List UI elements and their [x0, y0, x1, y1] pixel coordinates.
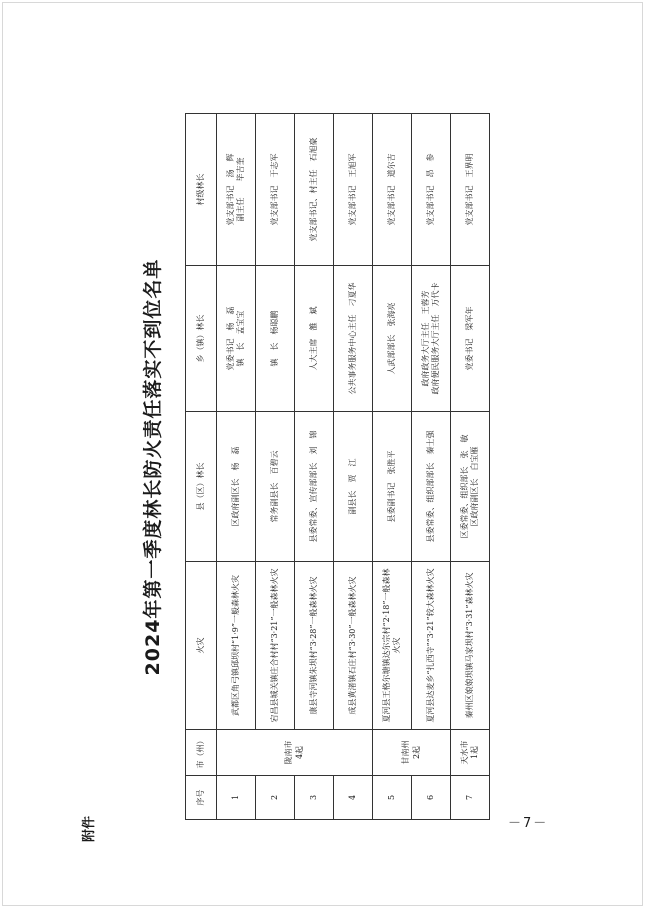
header-town-forest-chief: 乡（镇）林长 [186, 266, 217, 412]
row-no: 2 [256, 776, 295, 820]
document-page [70, 92, 500, 842]
table-row [295, 114, 334, 820]
annex-label: 附件 [82, 815, 97, 842]
town-cell: 人大主席 雒 斌 [295, 266, 334, 412]
village-cell: 党支部书记 汤 辉 副主任 毕吉奎 [217, 114, 256, 266]
fire-cell: 宕昌县城关镇庄合村村“3·21”一般森林火灾 [256, 562, 295, 730]
village-cell: 党支部书记 于志军 [256, 114, 295, 266]
header-fire: 火灾 [186, 562, 217, 730]
village-cell: 党支部书记、村主任 石旭豪 [295, 114, 334, 266]
fire-cell: 秦州区娘娘坝镇马家坝村“3·31”森林火灾 [451, 562, 490, 730]
town-cell: 党委书记 杨 磊 镇 长 孟宝宝 [217, 266, 256, 412]
table-row [373, 114, 412, 820]
town-cell: 公共事务服务中心主任 刁夏华 [334, 266, 373, 412]
row-no: 1 [217, 776, 256, 820]
responsibility-table [185, 113, 490, 820]
row-no: 3 [295, 776, 334, 820]
town-cell: 镇 长 杨聪鹏 [256, 266, 295, 412]
village-cell: 党支部书记 昂 参 [412, 114, 451, 266]
city-cell: 陇南市 4起 [217, 730, 373, 776]
header-no: 序号 [186, 776, 217, 820]
row-no: 5 [373, 776, 412, 820]
fire-cell: 夏河县达麦乡“扎西寺”“3·21”较大森林火灾 [412, 562, 451, 730]
county-cell: 副县长 贾 江 [334, 412, 373, 562]
table-row [334, 114, 373, 820]
county-cell: 常务副县长 百碧云 [256, 412, 295, 562]
village-cell: 党支部书记 王界明 [451, 114, 490, 266]
header-county-forest-chief: 县（区）林长 [186, 412, 217, 562]
fire-cell: 夏河县王格尔塘镇达尔宗村“2·18”一般森林火灾 [373, 562, 412, 730]
row-no: 6 [412, 776, 451, 820]
fire-cell: 康县寺河镇朱坝村“3·28”一般森林火灾 [295, 562, 334, 730]
fire-cell: 武都区角弓镇邱坝村“1·9”一般森林火灾 [217, 562, 256, 730]
table-row [451, 114, 490, 820]
table-row [412, 114, 451, 820]
document-title: 2024年第一季度林长防火责任落实不到位名单 [142, 258, 164, 676]
town-cell: 人武部部长 张海亮 [373, 266, 412, 412]
row-no: 4 [334, 776, 373, 820]
village-cell: 党支部书记 道尔吉 [373, 114, 412, 266]
row-no: 7 [451, 776, 490, 820]
county-cell: 区政府副区长 杨 磊 [217, 412, 256, 562]
city-cell: 天水市 1起 [451, 730, 490, 776]
table-row [217, 114, 256, 820]
table-row [256, 114, 295, 820]
table-header-row [186, 114, 217, 820]
county-cell: 县委常委、宣传部部长 刘 锦 [295, 412, 334, 562]
header-village-forest-chief: 村级林长 [186, 114, 217, 266]
header-city: 市（州） [186, 730, 217, 776]
city-cell: 甘南州 2起 [373, 730, 451, 776]
fire-cell: 成县黄渚镇石庄村“3·30”一般森林火灾 [334, 562, 373, 730]
village-cell: 党支部书记 王旭军 [334, 114, 373, 266]
county-cell: 县委常委、组织部部长 秦士强 [412, 412, 451, 562]
county-cell: 区委常委、组织部长 张 敏 区政府副区长 白宝雁 [451, 412, 490, 562]
page-number: －7－ [508, 816, 549, 831]
town-cell: 政府政务大厅主任 王蓉芳 政府便民服务大厅主任 万代卡 [412, 266, 451, 412]
county-cell: 县委副书记 张胜平 [373, 412, 412, 562]
town-cell: 党委书记 梁军年 [451, 266, 490, 412]
